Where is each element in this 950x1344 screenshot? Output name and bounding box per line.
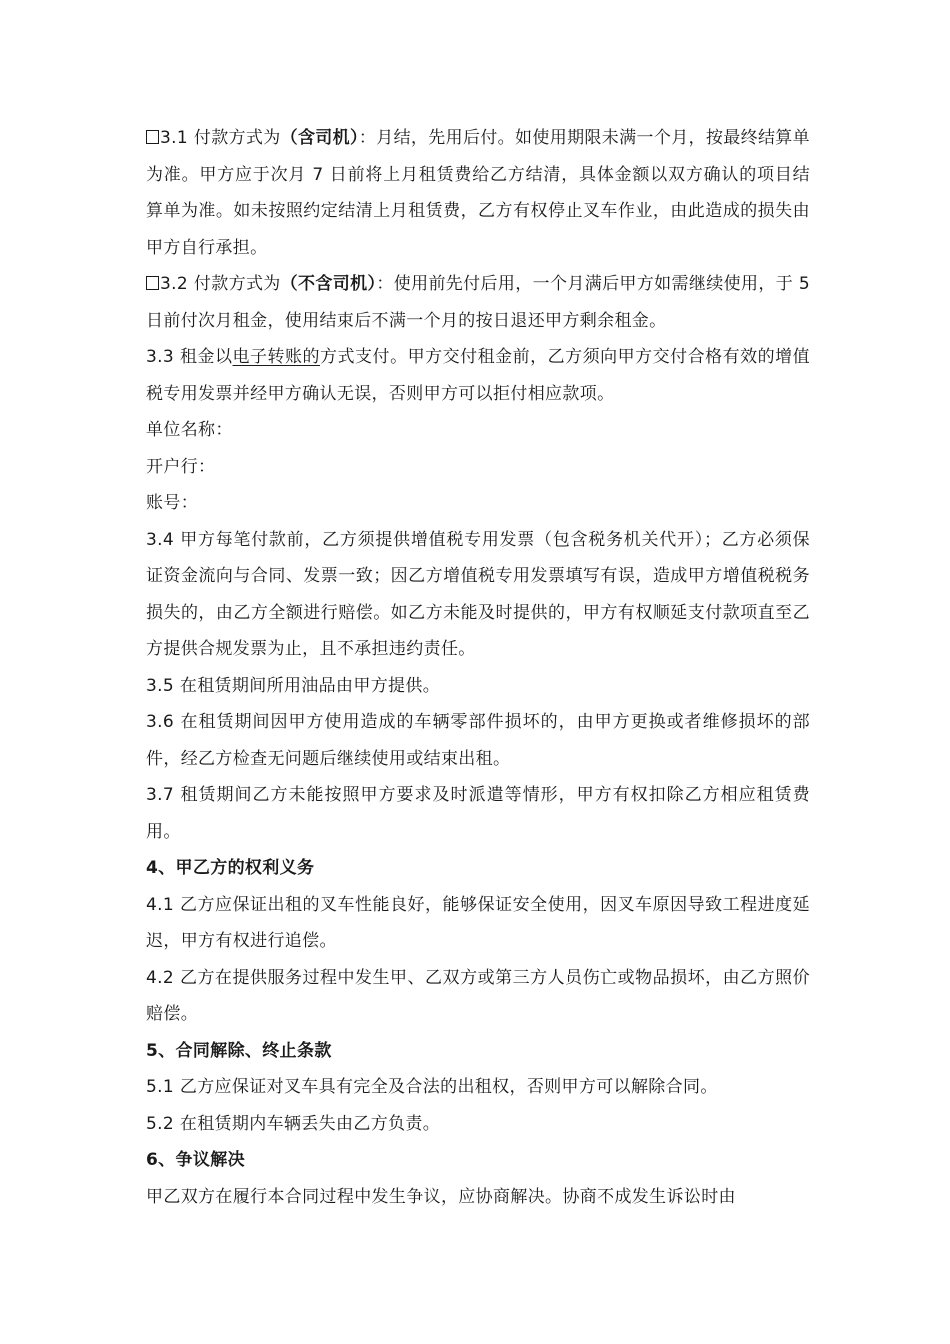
clause-6: 甲乙双方在履行本合同过程中发生争议，应协商解决。协商不成发生诉讼时由	[146, 1186, 736, 1207]
clause-3-3-text: 方式支付。甲方交付租金前，乙方须向甲方交付合格有效的增值税专用发票并经甲方确认无误，否则甲方可以拒付相应款项。	[146, 347, 811, 404]
clause-3-1-pre: 付款方式为	[188, 128, 281, 148]
account-label: 账号：	[146, 493, 199, 513]
clause-3-1-text: ：月结，先用后付。如使用期限未满一个月，按最终结算单为准。甲方应于次月 7 日前将上月租赁费给乙方结清，具体金额以双方确认的项目结算单为准。如未按照约定结清上月租赁费，乙方有权停止叉车作业，由此造成的损失由甲方自行承担。	[146, 128, 810, 258]
section-6-heading: 6、争议解决	[146, 1150, 245, 1170]
clause-3-5: 3.5 在租赁期间所用油品由甲方提供。	[146, 675, 441, 696]
section-4-heading: 4、甲乙方的权利义务	[146, 858, 315, 878]
section-5-heading: 5、合同解除、终止条款	[146, 1040, 332, 1061]
clause-3-4: 3.4 甲方每笔付款前，乙方须提供增值税专用发票（包含税务机关代开）；乙方必须保证资金流向与合同、发票一致；因乙方增值税专用发票填写有误，造成甲方增值税税务损失的，由乙方全额进行赔偿。如乙方未能及时提供的，甲方有权顺延支付款项直至乙方提供合规发票为止，且不承担违约责任。	[146, 529, 810, 659]
unit-name-label: 单位名称：	[146, 420, 233, 440]
clause-3-2-number: 3.2	[160, 274, 189, 294]
clause-3-2-pre: 付款方式为	[188, 274, 281, 294]
clause-3-3	[146, 339, 810, 412]
contract-page	[146, 120, 810, 1215]
clause-5-1: 5.1 乙方应保证对叉车具有完全及合法的出租权，否则甲方可以解除合同。	[146, 1077, 718, 1097]
clause-3-2-bold: （不含司机）	[280, 274, 377, 294]
clause-3-3-underline: 电子转账的	[232, 347, 321, 367]
clause-3-1-number: 3.1	[160, 128, 189, 148]
clause-4-1: 4.1 乙方应保证出租的叉车性能良好，能够保证安全使用，因叉车原因导致工程进度延迟，甲方有权进行追偿。	[146, 894, 810, 951]
clause-3-3-pre: 3.3 租金以	[146, 347, 233, 367]
clause-3-2	[146, 266, 810, 339]
checkbox-with-driver[interactable]	[146, 130, 159, 144]
checkbox-without-driver[interactable]	[146, 276, 159, 290]
bank-label: 开户行：	[146, 456, 216, 477]
clause-3-2-text: ：使用前先付后用，一个月满后甲方如需继续使用，于 5 日前付次月租金，使用结束后不满一个月的按日退还甲方剩余租金。	[146, 274, 810, 331]
clause-4-2: 4.2 乙方在提供服务过程中发生甲、乙双方或第三方人员伤亡或物品损坏，由乙方照价赔偿。	[146, 967, 810, 1024]
clause-5-2: 5.2 在租赁期内车辆丢失由乙方负责。	[146, 1113, 441, 1134]
clause-3-7: 3.7 租赁期间乙方未能按照甲方要求及时派遣等情形，甲方有权扣除乙方相应租赁费用。	[146, 785, 810, 842]
clause-3-1-bold: （含司机）	[280, 128, 359, 148]
clause-3-1	[146, 120, 810, 266]
clause-3-6: 3.6 在租赁期间因甲方使用造成的车辆零部件损坏的，由甲方更换或者维修损坏的部件，经乙方检查无问题后继续使用或结束出租。	[146, 712, 810, 769]
